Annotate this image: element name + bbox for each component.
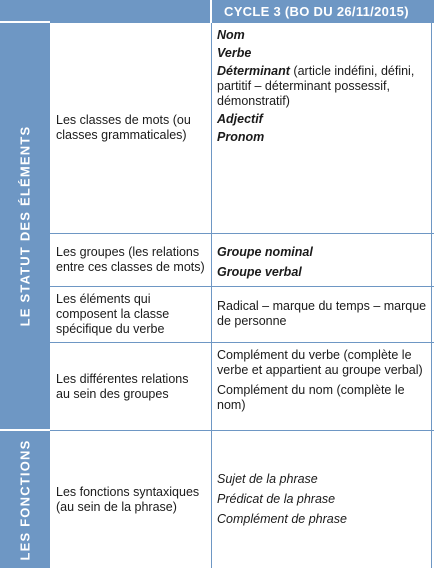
list-item [217,64,434,109]
row-content [212,431,434,568]
row-label [50,287,212,342]
row-label-text: Les éléments qui composent la classe spécifique du verbe [56,292,170,336]
row-label [50,343,212,430]
list-item: Groupe nominal [217,245,313,259]
list-item: Adjectif [217,112,263,126]
table-row [50,343,434,431]
list-item: Complément du verbe (complète le verbe et appartient au groupe verbal) [217,348,423,377]
list-item: Prédicat de la phrase [217,492,336,506]
right-edge [431,287,432,342]
right-edge [431,23,432,233]
row-label [50,23,212,233]
table-header [50,0,434,23]
header-empty-cell [50,0,212,23]
right-edge [431,343,432,430]
sidebar [0,0,50,568]
list-item: Groupe verbal [217,265,302,279]
list-item: Nom [217,28,245,42]
row-label-text: Les groupes (les relations entre ces classes de mots) [56,245,205,274]
row-label [50,431,212,568]
section-statut [0,23,50,431]
row-label-text: Les fonctions syntaxiques (au sein de la phrase) [56,484,200,514]
row-label [50,234,212,286]
right-edge [431,234,432,286]
list-item: Pronom [217,130,265,144]
table-row [50,23,434,234]
row-content [212,234,434,286]
list-item: Complément du nom (complète le nom) [217,383,405,412]
list-item: Sujet de la phrase [217,472,318,486]
term: Déterminant [217,64,290,78]
table-row [50,431,434,568]
table-row [50,287,434,343]
list-item: Complément de phrase [217,512,347,526]
row-content [212,23,434,233]
section-fonctions-label: LES FONCTIONS [17,438,33,561]
verb-components: Radical – marque du temps – marque de personne [217,299,427,328]
row-label-text: Les classes de mots (ou classes grammaticales) [56,113,191,142]
row-content [212,343,434,430]
right-edge [431,431,432,568]
header-cycle-title: CYCLE 3 (BO DU 26/11/2015) [212,0,434,23]
list-item: Verbe [217,46,252,60]
section-fonctions [0,431,50,568]
section-statut-label: LE STATUT DES ÉLÉMENTS [17,125,33,327]
term-detail: (article indéfini, défini, partitif – déterminant possessif, démonstratif) [217,64,415,108]
table-row [50,234,434,287]
row-label-text: Les différentes relations au sein des groupes [56,371,189,401]
sidebar-corner [0,0,50,23]
row-content [212,287,434,342]
